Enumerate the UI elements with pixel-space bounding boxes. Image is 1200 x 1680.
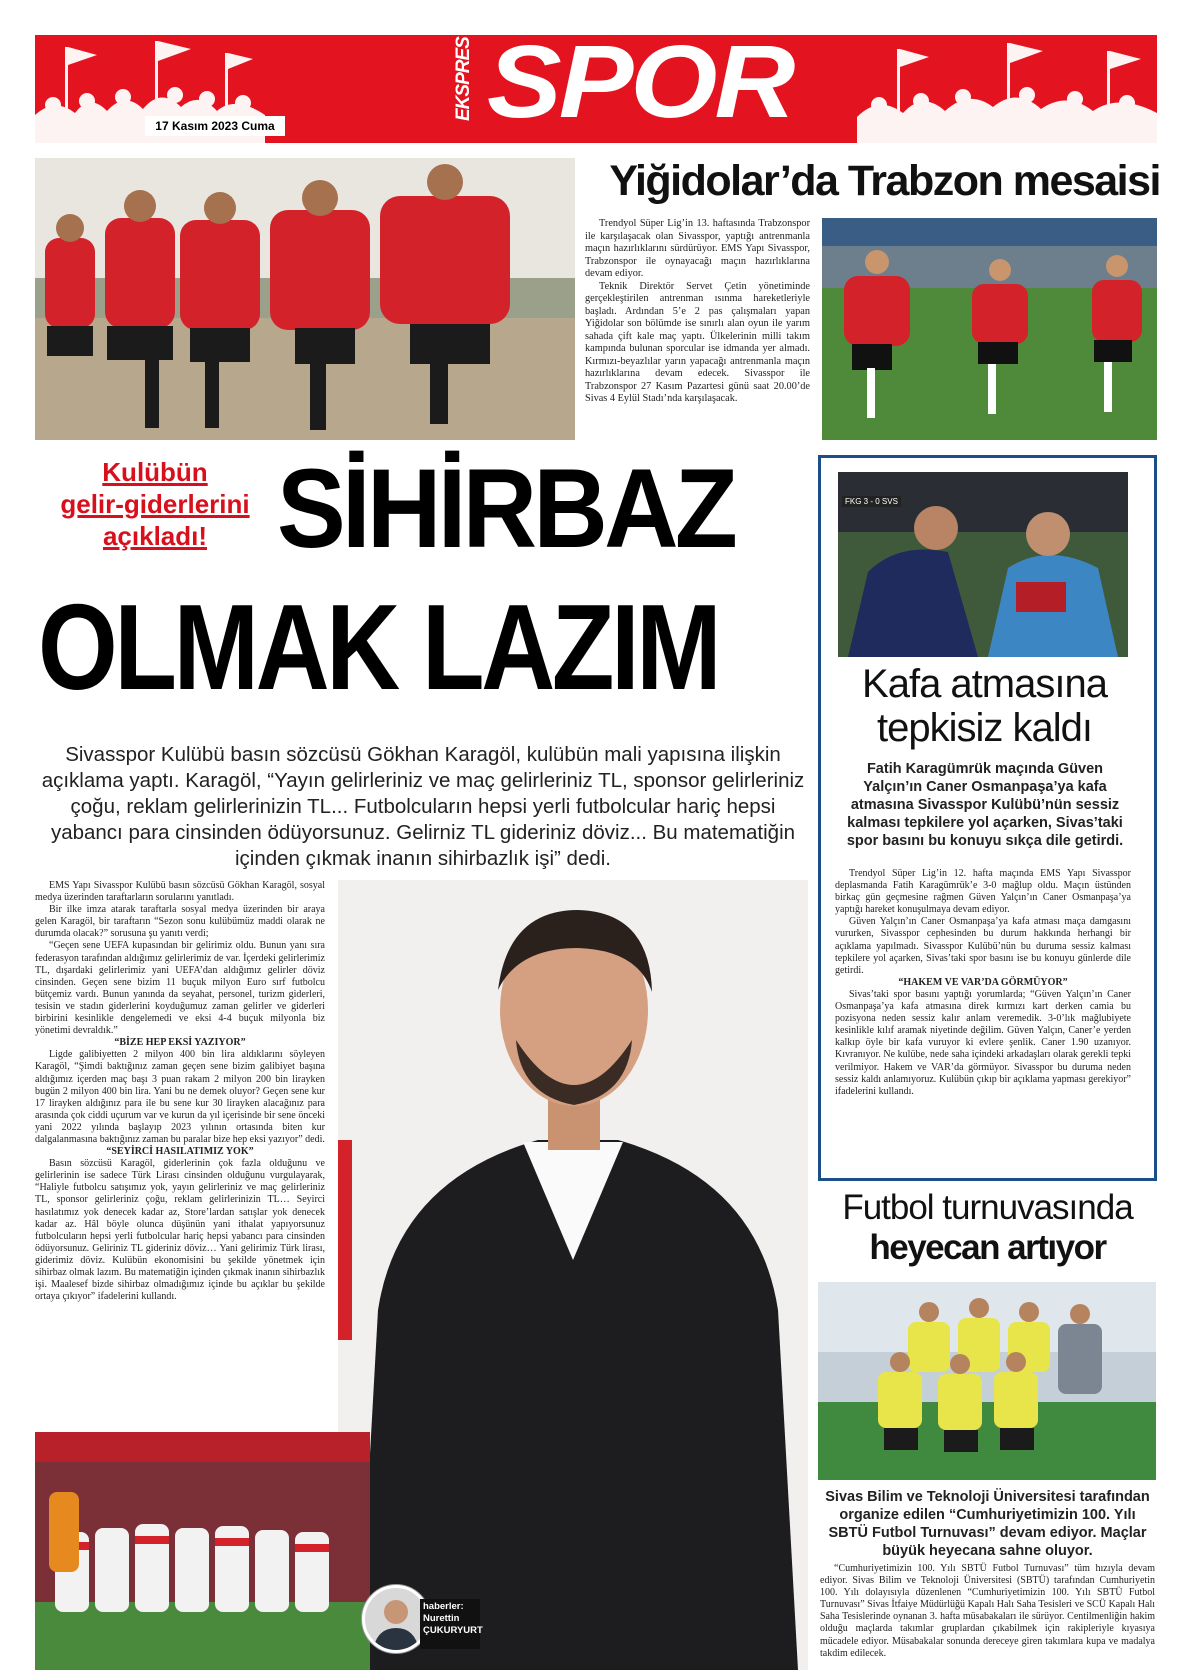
trabzon-paragraph: Trendyol Süper Lig’in 13. haftasında Trabzonspor ile karşılaşacak olan Sivasspor, yaptığı antrenmanla maçın hazırlıklarını sürdürüyor. EMS Yapı Sivasspor, Trabzonspor ile oynayacağı maçın hazırlıklarına devam ediyor. <box>585 218 810 279</box>
trabzon-paragraph: Teknik Direktör Servet Çetin yönetiminde gerçekleştirilen antrenman ısınma hareketleriyle başladı. Ardından 5’e 2 pas çalışmaları yapan Yiğidolar son bölümde ise sınırlı alan oyun ile yarım sahada çift kale maç yaptı. Ülkelerinin milli takım kampında bulunan sporcular ise idmanda yer almadı. Kırmızı-beyazlılar yarın yapacağı antrenmanla maçın hazırlıklarına devam edecek. Sivasspor ile Trabzonspor 27 Kasım Pazartesi günü saat 20.00’de Sivas 4 Eylül Stadı’nda karşılaşacak. <box>585 280 810 404</box>
main-subheading: “SEYİRCİ HASILATIMIZ YOK” <box>106 1146 254 1158</box>
spokesman-portrait <box>338 880 808 1670</box>
kicker-line: Kulübün <box>102 457 208 487</box>
team-photo <box>35 1432 370 1670</box>
main-paragraph: Bir ilke imza atarak taraftarla sosyal medya üzerinden bir araya gelen Karagöl, bir taraftarın “Sezon sonu kulübümüz maddi olarak ne durumda olacak?” sorusuna şu yanıtı verdi; <box>35 904 325 940</box>
kicker-line: açıkladı! <box>102 521 208 551</box>
trabzon-headline: Yiğidolar’da Trabzon mesaisi <box>609 157 1160 205</box>
main-headline-line1: SİHİRBAZ <box>277 446 735 571</box>
main-paragraph: EMS Yapı Sivasspor Kulübü basın sözcüsü Gökhan Karagöl, sosyal medya üzerinden taraftarların sorularını yanıtladı. <box>35 880 325 904</box>
byline-first-name: Nurettin <box>423 1613 460 1624</box>
kicker-line: gelir-giderlerini <box>60 489 250 519</box>
crowd-right-graphic <box>857 35 1157 143</box>
trabzon-body <box>585 218 810 406</box>
main-paragraph: Basın sözcüsü Karagöl, giderlerinin çok fazla olduğunu ve gelirlerinin ise sadece Türk Lirası cinsinden olduğunu vurgulayarak, “Haliyle futbolcu satışımız yok, yayın gelirleriniz ve maç gelirleriniz TL, sponsor gelirleriniz çoğu, reklam gelirlerinizin TL… Seyirci hasılatımız yok denecek kadar az, Store’lardan satışlar yok denecek kadar az. Hâl böyle olunca düşünün yani ithalat yapıyorsunuz futbolcuların hepsi yerli futbolcular hariç hepsi yabancı para cinsinden ödüyorsunuz. Geliriniz TL gideriniz döviz… Yani gelirimiz Türk lirası, giderimiz döviz. Kulübün ekonomisini bu şekilde yönetmek için sihirbaz olmak lazım. Bu matematiğin içinden çıkmak inanın sihirbazlık işi. Maalesef bizde sihirbaz olmadığımız içinde bu açıklar bu şekilde ortaya çıkıyor” ifadelerini kullandı. <box>35 1158 325 1303</box>
side-paragraph: Güven Yalçın’ın Caner Osmanpaşa’ya kafa atması maça damgasını vururken, Sivasspor cephesinden bu durum hakkında herhangi bir açıklama yapılmadı. Sivasspor Kulübü’nün bu duruma sessiz kalması tepkilere yol açarken, Sivas’taki spor basını ise bu konuyu günlerde dile getirdi. <box>835 916 1131 976</box>
issue-date: 17 Kasım 2023 Cuma <box>145 116 285 136</box>
training-photo-graphic <box>35 158 575 440</box>
side-subheading: “HAKEM VE VAR’DA GÖRMÜYOR” <box>898 976 1068 988</box>
trabzon-photo-graphic <box>822 218 1157 440</box>
portrait-graphic <box>338 880 808 1670</box>
side-paragraph: Sivas’taki spor basını yaptığı yorumlarda; “Güven Yalçın’ın Caner Osmanpaşa’ya kafa atmasına direk kırmızı kart derken camia bu pozisyona neden sessiz kalır anlam veremedik. 3-0’lık mağlubiyete kesinlikle kılıf aramak niyetinde değilim. Güven Yalçın, Caner’e yerden kalkıp öyle bir kafa vuruyor ki evlere şenlik. Caner 1.90 uzanıyor. Kıvranıyor. Ne kulübe, nede saha içindeki arkadaşları olarak gerekli tepki verilmiyor. Hakem ve VAR’da görmüyor. Sivasspor bu duruma neden sessiz kaldı anlamıyoruz. Kulübün çıkıp bir açıklama yapması gerekiyor” ifadelerini kullandı. <box>835 988 1131 1097</box>
main-intro: Sivasspor Kulübü basın sözcüsü Gökhan Karagöl, kulübün mali yapısına ilişkin açıklama yaptı. Karagöl, “Yayın gelirleriniz ve maç gelirleriniz TL, sponsor gelirleriniz çoğu, reklam gelirlerinizin TL... Futbolcuların hepsi yerli futbolcular hariç hepsi yabancı para cinsinden ödüyorsunuz. Gelirniz TL gideriniz döviz... Bu matematiğin içinden çıkmak inanın sihirbazlık işi” dedi. <box>41 743 805 870</box>
tournament-headline-line1: Futbol turnuvasında <box>842 1188 1133 1227</box>
byline-box <box>420 1599 483 1649</box>
main-paragraph: “Geçen sene UEFA kupasından bir gelirimiz oldu. Bunun yanı sıra federasyon tarafından aldığımız gelirlerimiz de var. İçerdeki gelirlerimiz TL, dışardaki gelirlerimiz yani UEFA’dan aldığımız gelirler döviz cinsinden. Geçen sene bizim 11 buçuk milyon Euro sırf futbolcu bütçemiz vardı. Bunun yanında da seyahat, personel, turizm giderleri, tesisin ve stadın giderlerini koyduğumuz zaman gelirler ve giderleri birbirini kesinlikle dengelemedi ve eksi 4-4 buçuk milyonla biz yönetimi devraldık.” <box>35 940 325 1037</box>
main-headline-line2: OLMAK LAZIM <box>38 579 719 715</box>
training-photo <box>35 158 575 440</box>
main-paragraph: Ligde galibiyetten 2 milyon 400 bin lira aldıklarını söyleyen Karagöl, “Şimdi baktığınız zaman geçen sene bizim galibiyet başına aldığımız içerden maç başı 3 puan rakam 2 milyon 200 bin lirayken bugün 2 milyon 400 bin lira. Yani bu ne demek oluyor? Geçen sene kur 17 lirayken aldığınız para ile bu sene kur 30 lirayken alacağınız para arasında çok ciddi uçurum var ve kurun da yıl içerisinde bir sene önceki yani 2022 yılında başlayıp 2023 yılının ortasında biten kur dalgalanmasına baktığınız zaman bu paralar bize hep eksi yazıyor” dedi. <box>35 1049 325 1145</box>
byline <box>362 1585 483 1657</box>
tournament-headline-line2: heyecan artıyor <box>869 1228 1106 1267</box>
byline-last-name: ÇUKURYURT <box>423 1625 483 1636</box>
tournament-summary: Sivas Bilim ve Teknoloji Üniversitesi tarafından organize edilen “Cumhuriyetimizin 100. Yılı SBTÜ Futbol Turnuvası” devam ediyor. Maçlar büyük heyecana sahne oluyor. <box>825 1489 1150 1559</box>
side-summary: Fatih Karagümrük maçında Güven Yalçın’ın Caner Osmanpaşa’ya kafa atmasına Sivasspor Kulübü’nün sessiz kalması tepkilere yol açarken, Sivas’taki spor basını bu konuyu sıkça dile getirdi. <box>846 761 1124 849</box>
side-paragraph: Trendyol Süper Lig’in 12. hafta maçında EMS Yapı Sivasspor deplasmanda Fatih Karagümrük’e 3-0 mağlup oldu. Maçın üstünden birkaç gün geçmesine rağmen Güven Yalçın’ın Caner Osmanpaşa’ya yaptığı hareket konuşulmaya devam ediyor. <box>835 868 1131 916</box>
byline-prefix: haberler: <box>423 1601 464 1612</box>
team-photo-graphic <box>35 1432 370 1670</box>
side-body <box>835 868 1131 1098</box>
headbutt-photo <box>838 472 1128 657</box>
score-overlay: FKG 3 - 0 SVS <box>842 496 901 507</box>
tournament-paragraph: “Cumhuriyetimizin 100. Yılı SBTÜ Futbol Turnuvası” tüm hızıyla devam ediyor. Sivas Bilim ve Teknoloji Üniversitesi (SBTÜ) tarafından Cumhuriyetin 100. Yılı dolayısıyla düzenlenen “Cumhuriyetimizin 100. Yılı SBTÜ Futbol Turnuvası” Sivas İtfaiye Müdürlüğü Kapalı Halı Saha Tesisleri ve SCÜ Kapalı Halı Saha Tesislerinde oynanan 3. hafta müsabakaları ile sürüyor. Centilmenliğin hakim olduğu maçlarda takımlar gruplardan çıkabilmek için rakipleriyle kıyasıya mücadele ediyor. Müsabakalar sonunda dereceye giren takımlara kupa ve madalya takdim edilecek. <box>820 1563 1155 1659</box>
section-title-spor: SPOR <box>487 35 793 140</box>
brand-ekspres: EKSPRES <box>453 37 474 121</box>
tournament-photo-graphic <box>818 1282 1156 1480</box>
tournament-photo <box>818 1282 1156 1480</box>
masthead <box>35 35 1157 143</box>
main-kicker <box>35 456 275 552</box>
side-headline-line2: tepkisiz kaldı <box>877 706 1092 750</box>
main-body <box>35 880 325 1303</box>
trabzon-photo <box>822 218 1157 440</box>
tournament-body <box>820 1563 1155 1660</box>
main-subheading: “BİZE HEP EKSİ YAZIYOR” <box>114 1037 246 1049</box>
side-headline-line1: Kafa atmasına <box>862 662 1107 706</box>
